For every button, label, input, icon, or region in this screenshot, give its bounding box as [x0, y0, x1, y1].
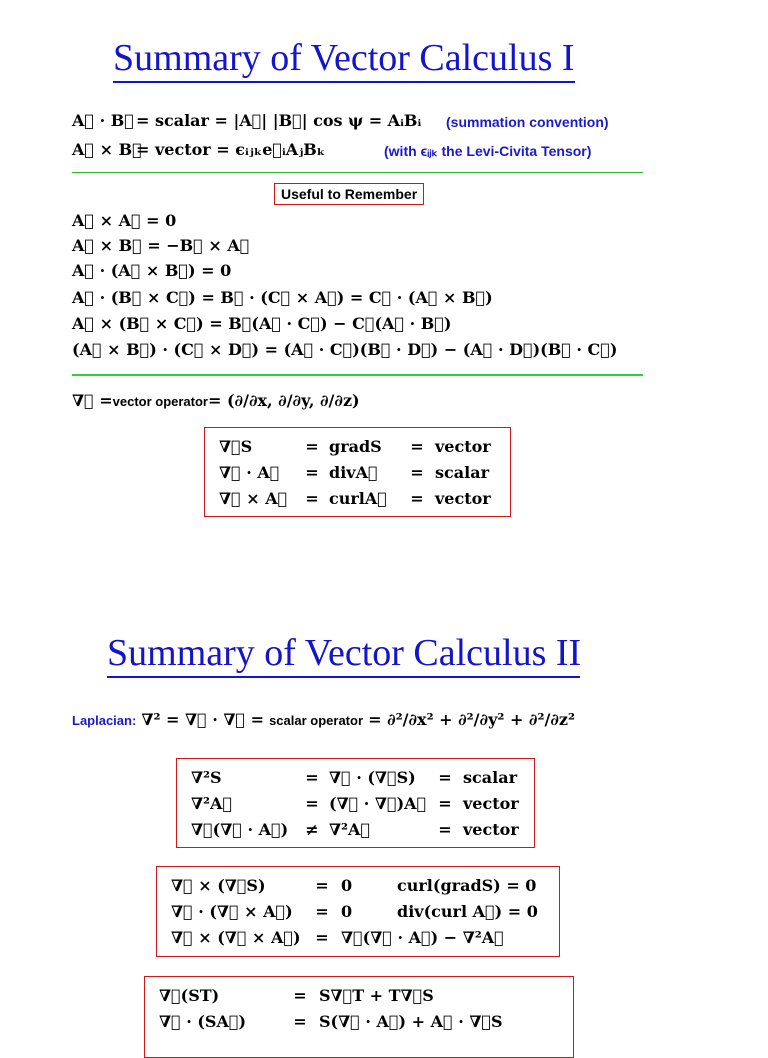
curl-cell: ∇⃗ × (∇⃗S) [171, 875, 266, 895]
curl-cell: div(curl A⃗) = 0 [397, 901, 538, 921]
nabla-def-lhs: ∇⃗ = [72, 391, 113, 410]
table-row [219, 485, 491, 511]
dot-product-lhs: A⃗ · B⃗ [72, 111, 134, 130]
lap-cell: = [305, 767, 319, 787]
curl-identities-table [171, 872, 538, 950]
lap-cell: vector [463, 819, 519, 839]
dot-product-rhs: = scalar = |A⃗| |B⃗| cos ψ = AᵢBᵢ [136, 111, 422, 130]
op-cell: divA⃗ [329, 462, 378, 482]
curl-cell: ∇⃗(∇⃗ · A⃗) − ∇²A⃗ [341, 927, 504, 947]
prod-cell: = [293, 985, 307, 1005]
identity-5: A⃗ × (B⃗ × C⃗) = B⃗(A⃗ · C⃗) − C⃗(A⃗ · B⃗) [72, 314, 452, 333]
divider-2 [72, 374, 643, 376]
laplacian-label: Laplacian: [72, 713, 137, 728]
cross-product-lhs: A⃗ × B⃗ [72, 140, 142, 159]
lap-cell: = [438, 793, 452, 813]
slide2-title: Summary of Vector Calculus II [107, 632, 582, 674]
curl-cell: 0 [341, 875, 353, 895]
prod-cell: S(∇⃗ · A⃗) + A⃗ · ∇⃗S [319, 1011, 503, 1031]
identity-1: A⃗ × A⃗ = 0 [72, 211, 177, 230]
curl-cell: = [315, 875, 329, 895]
product-rules-table [159, 982, 503, 1034]
table-row [159, 982, 503, 1008]
op-cell: gradS [329, 436, 382, 456]
lap-cell: = [438, 819, 452, 839]
operators-table [219, 433, 491, 511]
op-cell: = [305, 462, 319, 482]
slide2-title-underline [107, 676, 580, 678]
prod-cell: S∇⃗T + T∇⃗S [319, 985, 434, 1005]
lap-cell: (∇⃗ · ∇⃗)A⃗ [329, 793, 427, 813]
table-row [171, 924, 538, 950]
curl-cell: = [315, 927, 329, 947]
op-cell: = [305, 436, 319, 456]
identity-4: A⃗ · (B⃗ × C⃗) = B⃗ · (C⃗ × A⃗) = C⃗ · (A⃗ × B⃗) [72, 288, 493, 307]
table-row [171, 872, 538, 898]
nabla-def-text: vector operator [112, 394, 208, 409]
lap-cell: ∇⃗(∇⃗ · A⃗) [191, 819, 289, 839]
laplacian-box [176, 758, 535, 848]
product-rules-box [144, 976, 574, 1058]
identity-2: A⃗ × B⃗ = −B⃗ × A⃗ [72, 236, 250, 255]
prod-cell: = [293, 1011, 307, 1031]
operators-box [204, 427, 511, 517]
lap-cell: vector [463, 793, 519, 813]
table-row [219, 433, 491, 459]
levi-civita-note: (with ϵᵢⱼₖ the Levi-Civita Tensor) [384, 143, 592, 159]
op-cell: vector [435, 488, 491, 508]
op-cell: = [410, 462, 424, 482]
op-cell: = [305, 488, 319, 508]
nabla-def-rhs: = (∂/∂x, ∂/∂y, ∂/∂z) [208, 391, 360, 410]
lap-cell: scalar [463, 767, 517, 787]
op-cell: = [410, 436, 424, 456]
lap-cell: ∇⃗ · (∇⃗S) [329, 767, 416, 787]
laplacian-rhs: = ∂²/∂x² + ∂²/∂y² + ∂²/∂z² [368, 710, 575, 729]
laplacian-expr: ∇² = ∇⃗ · ∇⃗ = [141, 710, 264, 729]
table-row [219, 459, 491, 485]
slide1-title-underline [113, 81, 575, 83]
op-cell: vector [435, 436, 491, 456]
op-cell: curlA⃗ [329, 488, 387, 508]
table-row [171, 898, 538, 924]
curl-cell: ∇⃗ · (∇⃗ × A⃗) [171, 901, 293, 921]
prod-cell: ∇⃗ · (SA⃗) [159, 1011, 247, 1031]
table-row [191, 764, 519, 790]
summation-note: (summation convention) [446, 114, 609, 130]
op-cell: = [410, 488, 424, 508]
table-row [159, 1008, 503, 1034]
lap-cell: ∇²S [191, 767, 222, 787]
slide1-title: Summary of Vector Calculus I [113, 37, 575, 79]
op-cell: scalar [435, 462, 489, 482]
op-cell: ∇⃗ · A⃗ [219, 462, 280, 482]
curl-identities-box [156, 866, 560, 957]
op-cell: ∇⃗S [219, 436, 253, 456]
curl-cell: curl(gradS) = 0 [397, 875, 537, 895]
laplacian-definition [72, 710, 575, 729]
lap-cell: = [305, 793, 319, 813]
lap-cell: ≠ [305, 819, 319, 839]
divider-1 [72, 172, 643, 173]
identity-3: A⃗ · (A⃗ × B⃗) = 0 [72, 261, 232, 280]
table-row [191, 790, 519, 816]
op-cell: ∇⃗ × A⃗ [219, 488, 288, 508]
curl-cell: ∇⃗ × (∇⃗ × A⃗) [171, 927, 301, 947]
laplacian-text: scalar operator [269, 713, 364, 728]
cross-product-rhs: = vector = ϵᵢⱼₖe⃗ᵢAⱼBₖ [136, 140, 326, 159]
identity-6: (A⃗ × B⃗) · (C⃗ × D⃗) = (A⃗ · C⃗)(B⃗ · D⃗) − (A⃗ · D⃗)(B⃗ · C⃗) [72, 340, 618, 359]
prod-cell: ∇⃗(ST) [159, 985, 220, 1005]
lap-cell: = [438, 767, 452, 787]
table-row [191, 816, 519, 842]
nabla-definition [72, 391, 360, 410]
curl-cell: 0 [341, 901, 353, 921]
curl-cell: = [315, 901, 329, 921]
lap-cell: ∇²A⃗ [191, 793, 233, 813]
useful-to-remember-box: Useful to Remember [274, 183, 424, 205]
lap-cell: ∇²A⃗ [329, 819, 371, 839]
laplacian-table [191, 764, 519, 842]
